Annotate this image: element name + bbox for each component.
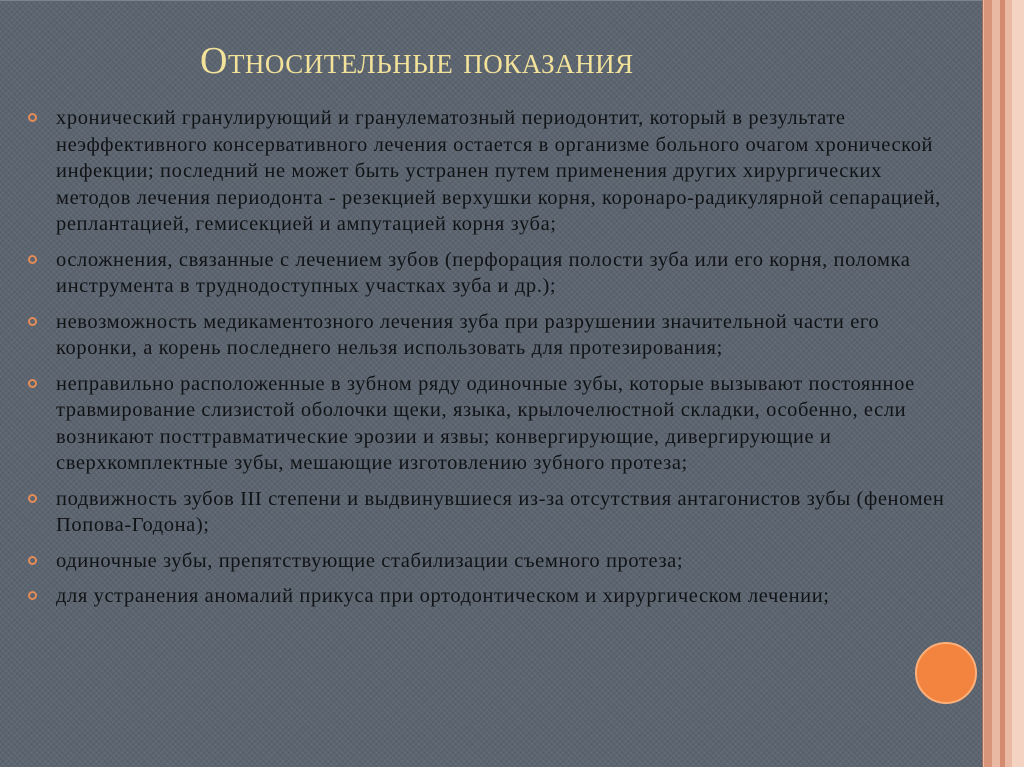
bullet-text: хронический гранулирующий и гранулематозный периодонтит, который в результате неэффективного консервативного лечения остается в организме больного очагом хронической инфекции; последний не может быть устранен путем применения других хирургических методов лечения периодонта - резекцией верхушки корня, коронаро-радикулярной сепарацией, реплантацией, гемисекцией и ампутацией корня зуба; (56, 107, 941, 235)
bullet-item (26, 548, 956, 575)
bullet-marker-icon (28, 556, 37, 565)
decorative-stripe (1000, 0, 1005, 767)
bullet-list (26, 105, 956, 619)
decorative-stripe (984, 0, 992, 767)
bullet-item (26, 247, 956, 300)
decorative-stripe (1012, 0, 1024, 767)
bullet-text: для устранения аномалий прикуса при ортодонтическом и хирургическом лечении; (56, 585, 830, 607)
bullet-marker-icon (28, 113, 37, 122)
bullet-marker-icon (28, 494, 37, 503)
bullet-item (26, 486, 956, 539)
bullet-text: одиночные зубы, препятствующие стабилизации съемного протеза; (56, 549, 684, 572)
bullet-item (26, 371, 956, 477)
bullet-text: подвижность зубов III степени и выдвинувшиеся из-за отсутствия антагонистов зубы (феномен Попова-Годона); (56, 487, 945, 536)
accent-circle (915, 642, 977, 704)
bullet-marker-icon (28, 255, 37, 264)
bullet-marker-icon (28, 379, 37, 388)
bullet-item (26, 105, 956, 238)
bullet-marker-icon (28, 591, 37, 600)
bullet-text: невозможность медикаментозного лечения зуба при разрушении значительной части его коронки, а корень последнего нельзя использовать для протезирования; (56, 310, 880, 359)
bullet-item (26, 309, 956, 362)
bullet-text: неправильно расположенные в зубном ряду одиночные зубы, которые вызывают постоянное травмирование слизистой оболочки щеки, языка, крылочелюстной складки, особенно, если возникают посттравматические эрозии и язвы; конвергирующие, дивергирующие и сверхкомплектные зубы, мешающие изготовлению зубного протеза; (56, 372, 915, 474)
bullet-marker-icon (28, 317, 37, 326)
slide-title: Относительные показания (200, 40, 634, 82)
bullet-item (26, 583, 956, 610)
bullet-text: осложнения, связанные с лечением зубов (перфорация полости зуба или его корня, поломка инструмента в труднодоступных участках зуба и др.); (56, 248, 911, 297)
